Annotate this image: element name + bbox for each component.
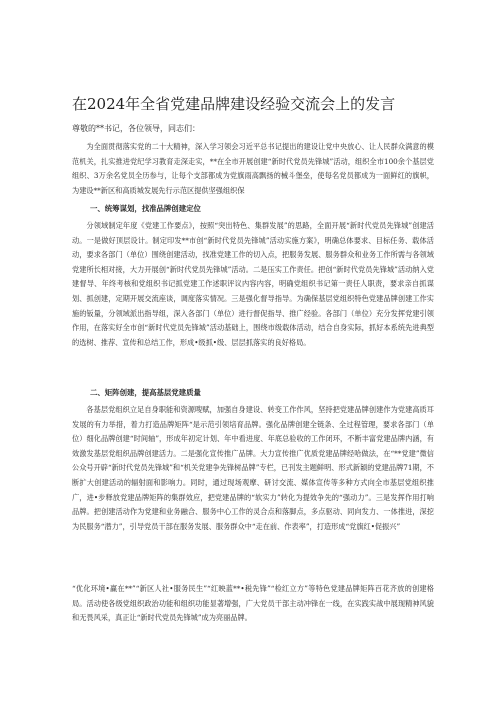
- section-heading-2: 二、矩阵创建，提高基层党建质量: [90, 388, 201, 397]
- section-heading-1: 一、统筹谋划，找准品牌创建定位: [90, 204, 201, 213]
- document-title: 在2024年全省党建品牌建设经验交流会上的发言: [72, 95, 396, 113]
- salutation: 尊敬的**书记，各位领导，同志们：: [72, 124, 200, 133]
- section-2-paragraph-continued: “优化环境•赢在**”“新区人社•服务民生”“红映蓝**•税先锋”“检红立方”等特色党建品牌矩阵百花齐放的创建格局。活动使各级党组织政治功能和组织功能显著增强，广大党员干部主动冲锋在一线，在实践实战中展现精神风貌和无畏风采，真正让“新时代党员先锋城”成为亮丽品牌。: [72, 584, 434, 623]
- section-2-paragraph: 各基层党组织立足自身职能和资源嗖赋，加强自身建设、转变工作作风，坚持把党建品牌创建作为党建高质耳发展的有力举措，着力打造品牌矩阵“是示范引领培育品牌。强化品牌创建全链条、全过程管理，要求各部门（单位）细化品牌创建“时间轴”，形成年初定计划、年中看进度、年底总验收的工作闭环，不断丰富党建品牌内涵，有效激发基层党组织品牌创建活力。二是强化宣传推广品牌。大力宣传推广优质党建品牌经哈做法，在“**党建”微信公众号开辟“新时代党员先锋城”和“机关党建争先锋树品牌”专栏，已刊发主题鲜明、形式新颖的党建品牌71期，不断扩大创建活动的辐射面和影响力。同时，通过现场观摩、研讨交流、媒体宣传等多种方式向全市基层党组织推广，进•步释放党建品牌矩阵的集群效应，把党建品牌的“软实力”转化为提效争先的“强动力”。三是发挥作用打响品牌。把创建活动作为党建和业务融合、服务中心工作的灵合点和落脚点，多点驱动、同向发力、一体推进，深挖为民服务“潜力”，引导党员干部在服务发展、服务群众中“走在前、作表率”，打造形成“党旗红•促振兴”: [72, 405, 434, 531]
- intro-paragraph: 为全面贯彻落实党的二十大精神，深入学习领会习近平总书记提出的建设让党中央放心、让人民群众满意的模范机关，扎实推进党纪学习教育走深走实，**在全市开展创建“新时代党员先锋城”活动，组织全市100余个基层党组织、3万余名党员全历参与，让每个支部都成为党旗雨高飘扬的械斗堡垒，使每名党员都成为一面鲜红的旗帜，为建设**新区和高质城发展先行示范区提供坚强组织保: [72, 142, 434, 195]
- section-1-paragraph: 分领域制定年度《党建工作要点》，按照“突出特色、集群发展”的思路，全面开展“新时代党员先锋城”创建活动。一是做好顶层设计。制定印发**市创“新时代党员先锋城”活动实施方案》，明确总体要求、目标任务、载体活动，要求各部门（单位）围绕创建活动，找准党建工作的切入点，把服务发展、服务群众和业务工作所需与各领域党建所长相对接，大力开展创“新时代党员先锋城”活动。二是压实工作责任。把创“新时代党员先锋城”活动纳入党建督导、年终考核和党组织书记抓党建工作述职评议内容内容，明确党组织书记第一责任人职责，要求亲自抓谋划、抓创建，定期开展交流座谈，调度落实情况。三是强化督导指导。为确保基层党组织特色党建品牌创建工作实施的钣量，分领域派出指导组，深入各部门（单位）进行督促指导、推广经验。各部门（单位）充分发挥党建引领作用，在落实好全市创“新时代党员先锋城”活动基础上，围绕市级载体活动，结合自身实际，抓好本系统先进典型的选树、推荐、宣传和总结工作，形成•级抓•级、层层抓落实的良好格局。: [72, 221, 434, 347]
